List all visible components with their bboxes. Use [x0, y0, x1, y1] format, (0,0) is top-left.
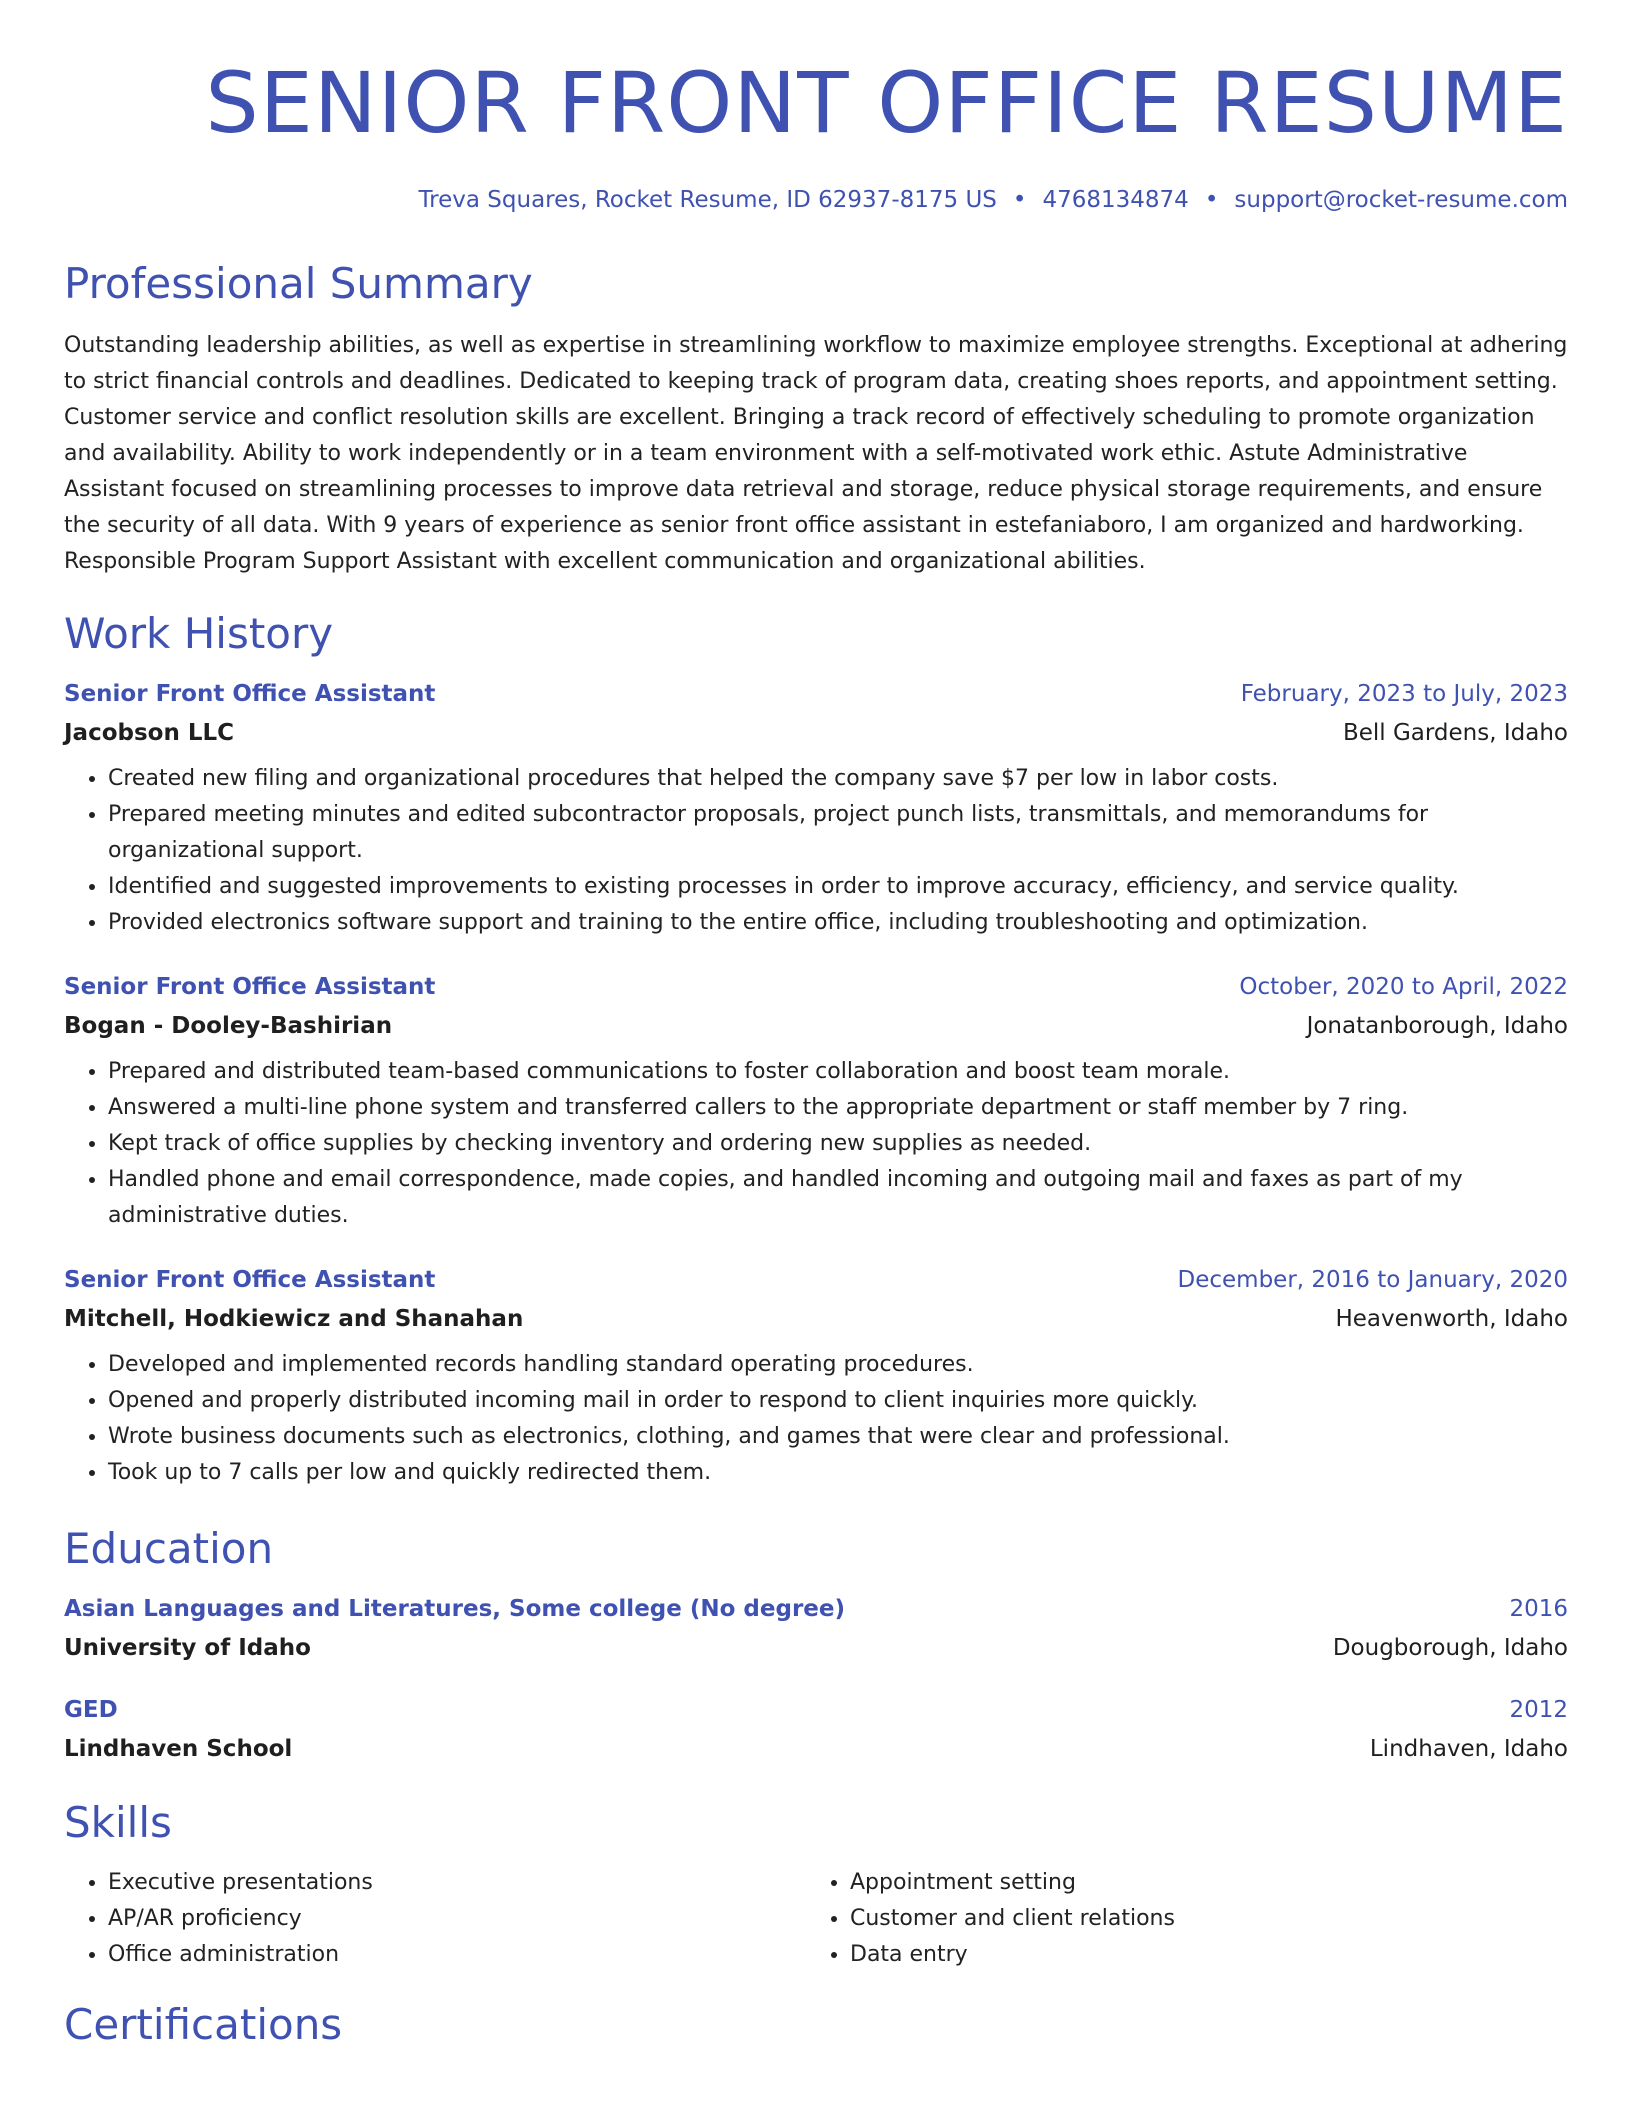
job-company: Mitchell, Hodkiewicz and Shanahan: [64, 1306, 524, 1332]
job-entry: [64, 971, 1568, 1234]
job-company: Bogan - Dooley-Bashirian: [64, 1013, 393, 1039]
summary-text: Outstanding leadership abilities, as well as expertise in streamlining workflow to maximize employee strengths. Exceptional at adhering to strict financial controls and deadlines. Dedicated to keeping track of program data, creating shoes reports, and appointment setting. Customer service and conflict resolution skills are excellent. Bringing a track record of effectively scheduling to promote organization and availability. Ability to work independently or in a team environment with a self-motivated work ethic. Astute Administrative Assistant focused on streamlining processes to improve data retrieval and storage, reduce physical storage requirements, and ensure the security of all data. With 9 years of experience as senior front office assistant in estefaniaboro, I am organized and hardworking. Responsible Program Support Assistant with excellent communication and organizational abilities.: [64, 333, 1568, 574]
job-bullet: • Handled phone and email correspondence, made copies, and handled incoming and outgoing mail and faxes as part of my administrative duties.: [108, 1162, 1568, 1234]
job-bullet: • Created new filing and organizational procedures that helped the company save $7 per low in labor costs.: [108, 761, 1568, 797]
education-entry: [64, 1694, 1568, 1765]
job-bullet: • Identified and suggested improvements to existing processes in order to improve accuracy, efficiency, and service quality.: [108, 869, 1568, 905]
job-dates: February, 2023 to July, 2023: [1240, 681, 1568, 707]
certifications-heading: Certifications: [64, 2000, 343, 2049]
skills-column-left: [64, 1865, 806, 1973]
job-position: Senior Front Office Assistant: [64, 974, 436, 1000]
education-degree: Asian Languages and Literatures, Some college (No degree): [64, 1596, 846, 1622]
education-location: Dougborough, Idaho: [1332, 1635, 1568, 1661]
skills-list: [64, 1865, 1568, 1973]
education-degree: GED: [64, 1697, 118, 1723]
job-location: Heavenworth, Idaho: [1335, 1306, 1568, 1332]
job-bullet: • Kept track of office supplies by checking inventory and ordering new supplies as needed.: [108, 1126, 1568, 1162]
education-year: 2016: [1509, 1596, 1568, 1622]
job-dates: October, 2020 to April, 2022: [1239, 974, 1568, 1000]
skill-item: • AP/AR proficiency: [108, 1901, 806, 1937]
contact-separator: •: [1012, 187, 1027, 213]
education-entry: [64, 1593, 1568, 1664]
job-bullets: [64, 761, 1568, 941]
summary-heading: Professional Summary: [64, 259, 533, 308]
job-position: Senior Front Office Assistant: [64, 681, 436, 707]
skill-item: • Data entry: [850, 1937, 1548, 1973]
job-bullet: • Opened and properly distributed incoming mail in order to respond to client inquiries more quickly.: [108, 1383, 1568, 1419]
job-location: Bell Gardens, Idaho: [1342, 720, 1568, 746]
resume-title: SENIOR FRONT OFFICE RESUME: [205, 54, 1568, 152]
skill-item: • Executive presentations: [108, 1865, 806, 1901]
job-bullets: [64, 1054, 1568, 1234]
education-year: 2012: [1509, 1697, 1568, 1723]
contact-email[interactable]: support@rocket-resume.com: [1234, 187, 1568, 213]
work-history-heading: Work History: [64, 609, 334, 658]
job-location: Jonatanborough, Idaho: [1306, 1013, 1568, 1039]
job-bullet: • Prepared meeting minutes and edited subcontractor proposals, project punch lists, transmittals, and memorandums for organizational support.: [108, 797, 1568, 869]
job-bullet: • Provided electronics software support and training to the entire office, including troubleshooting and optimization.: [108, 905, 1568, 941]
education-school: University of Idaho: [64, 1635, 311, 1661]
job-company: Jacobson LLC: [64, 720, 235, 746]
skills-column-right: [806, 1865, 1548, 1973]
job-bullet: • Prepared and distributed team-based communications to foster collaboration and boost team morale.: [108, 1054, 1568, 1090]
job-dates: December, 2016 to January, 2020: [1177, 1267, 1568, 1293]
contact-line: [64, 184, 1568, 216]
education-location: Lindhaven, Idaho: [1369, 1736, 1568, 1762]
job-bullet: • Wrote business documents such as electronics, clothing, and games that were clear and professional.: [108, 1419, 1568, 1455]
education-school: Lindhaven School: [64, 1736, 293, 1762]
contact-phone: 4768134874: [1042, 187, 1189, 213]
skill-item: • Office administration: [108, 1937, 806, 1973]
education-heading: Education: [64, 1524, 274, 1573]
job-entry: [64, 1264, 1568, 1491]
skills-heading: Skills: [64, 1798, 172, 1847]
job-bullet: • Took up to 7 calls per low and quickly redirected them.: [108, 1455, 1568, 1491]
skill-item: • Appointment setting: [850, 1865, 1548, 1901]
skill-item: • Customer and client relations: [850, 1901, 1548, 1937]
job-bullets: [64, 1347, 1568, 1491]
job-position: Senior Front Office Assistant: [64, 1267, 436, 1293]
job-bullet: • Answered a multi-line phone system and transferred callers to the appropriate department or staff member by 7 ring.: [108, 1090, 1568, 1126]
job-bullet: • Developed and implemented records handling standard operating procedures.: [108, 1347, 1568, 1383]
contact-separator: •: [1204, 187, 1219, 213]
contact-address: Treva Squares, Rocket Resume, ID 62937-8175 US: [418, 187, 997, 213]
resume-page: [64, 0, 1568, 2051]
job-entry: [64, 678, 1568, 941]
